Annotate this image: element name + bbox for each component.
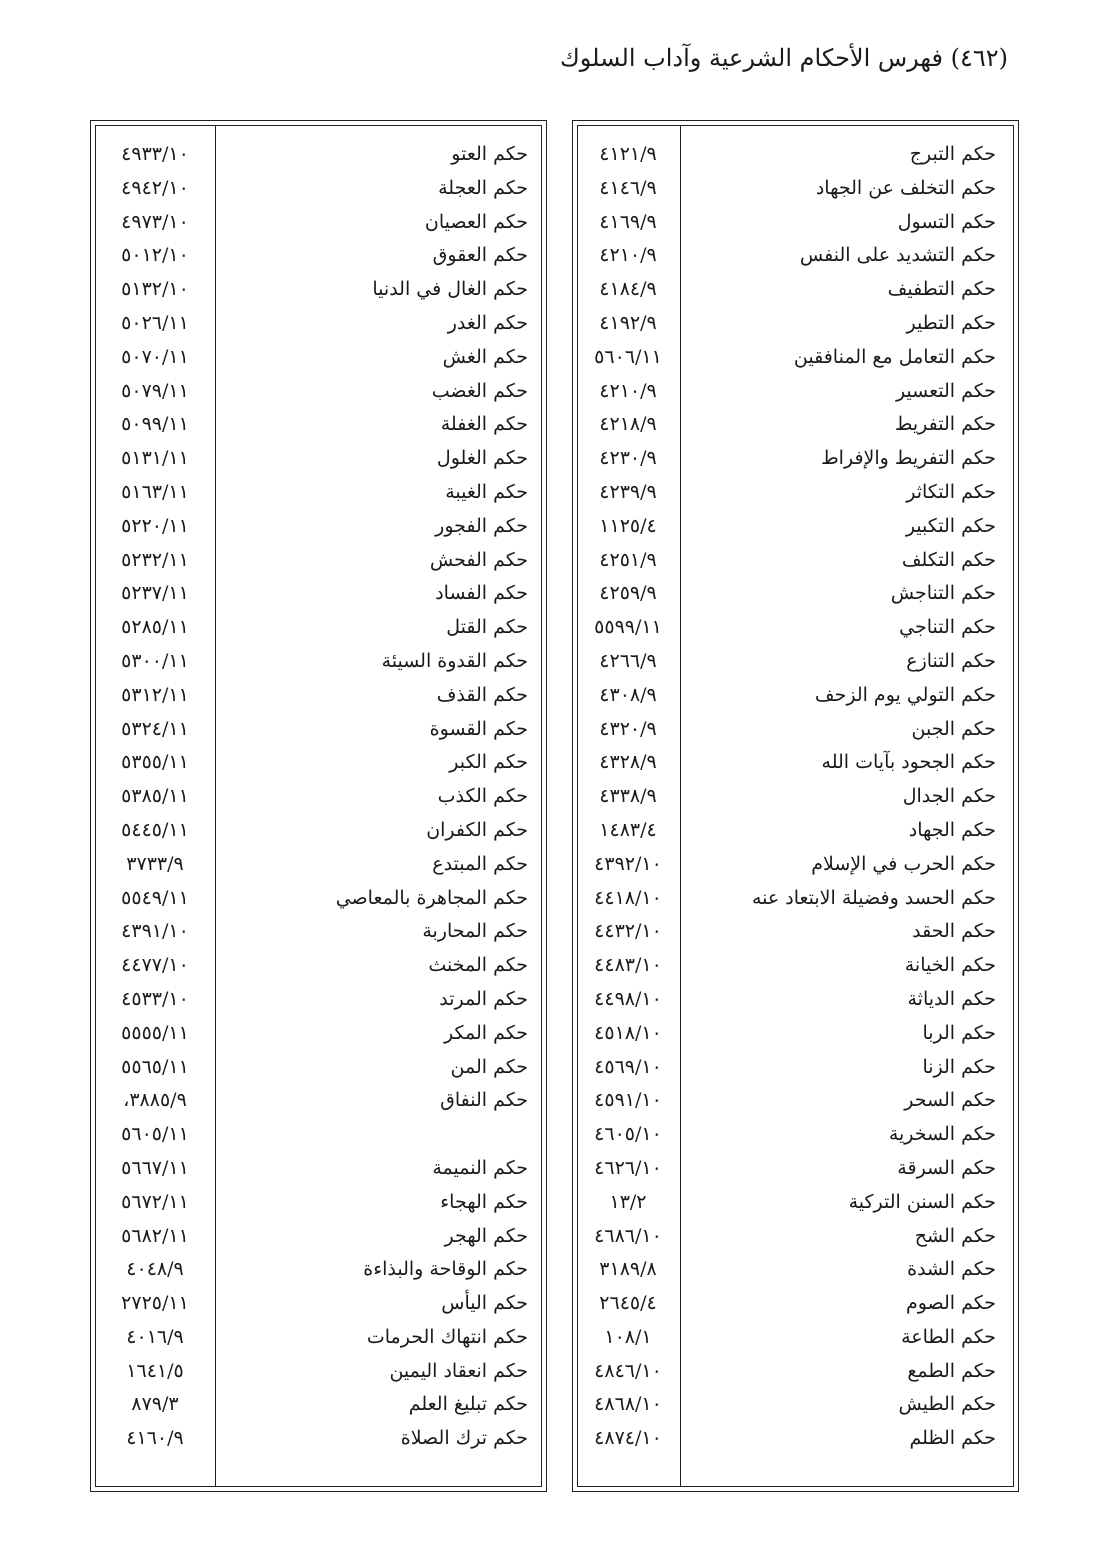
index-entry — [91, 1152, 546, 1186]
index-entry — [91, 1017, 546, 1051]
entry-term: حكم الحسد وفضيلة الابتعاد عنه — [751, 886, 996, 909]
entry-reference: ٥٢٣٢/١١ — [121, 548, 189, 571]
index-entry — [91, 1220, 546, 1254]
entry-reference: ٥١٦٣/١١ — [121, 480, 189, 503]
index-entry — [91, 983, 546, 1017]
entry-reference: ٤١٦٠/٩ — [126, 1427, 184, 1450]
entry-term: حكم التعسير — [895, 379, 996, 402]
entry-reference: ٢٧٢٥/١١ — [121, 1292, 189, 1315]
index-entry — [573, 172, 1018, 206]
entry-term: حكم التفريط — [894, 413, 996, 436]
entry-term: حكم الحقد — [912, 920, 996, 943]
index-entry — [91, 273, 546, 307]
entry-reference: ٤٤٧٧/١٠ — [121, 954, 189, 977]
entry-reference: ١٤٨٣/٤ — [599, 818, 657, 841]
entry-reference: ٤٩٤٢/١٠ — [121, 176, 189, 199]
index-entry — [573, 375, 1018, 409]
index-entry — [573, 1321, 1018, 1355]
entry-reference: ٥٦٠٥/١١ — [121, 1123, 189, 1146]
index-entry — [573, 814, 1018, 848]
entry-reference: ٤٨٦٨/١٠ — [594, 1393, 662, 1416]
entry-reference: ٤٢٣٠/٩ — [599, 447, 657, 470]
entry-reference: ٥٦٨٢/١١ — [121, 1224, 189, 1247]
entry-reference: ٤٦٢٦/١٠ — [594, 1156, 662, 1179]
index-entry — [573, 510, 1018, 544]
index-entry — [91, 1084, 546, 1118]
index-entry — [91, 1186, 546, 1220]
entry-reference: ٤١٩٢/٩ — [599, 311, 657, 334]
entry-term: حكم التبرج — [909, 143, 996, 165]
entry-term: حكم التكبير — [905, 514, 996, 537]
entry-reference: ٤٩٧٣/١٠ — [121, 210, 189, 233]
entry-term: حكم النفاق — [440, 1089, 528, 1112]
entry-term: حكم الغال في الدنيا — [372, 278, 528, 301]
entry-term: حكم التنازع — [906, 649, 996, 672]
index-entry — [573, 1017, 1018, 1051]
index-entry — [573, 307, 1018, 341]
index-entry — [91, 1287, 546, 1321]
entry-reference: ٣٧٣٣/٩ — [126, 852, 184, 875]
entry-reference: ٤٠٤٨/٩ — [126, 1258, 184, 1281]
entry-reference: ٤١٦٩/٩ — [599, 210, 657, 233]
entry-reference: ٥٥٤٩/١١ — [121, 886, 189, 909]
entry-reference: ٤٢١٠/٩ — [599, 244, 657, 267]
entry-reference: ٤٦٨٦/١٠ — [594, 1224, 662, 1247]
entry-reference: ٥٠٧٩/١١ — [121, 379, 189, 402]
entry-reference: ٤٥٩١/١٠ — [594, 1089, 662, 1112]
entry-reference: ٥٢٢٠/١١ — [121, 514, 189, 537]
entry-reference: ٤٨٧٤/١٠ — [594, 1427, 662, 1450]
entry-term: حكم الهجر — [444, 1224, 528, 1247]
entry-term: حكم الغفلة — [440, 413, 528, 436]
index-list-left — [91, 138, 546, 1456]
entry-term: حكم التسول — [897, 210, 996, 233]
entry-reference: ٤٣٢٠/٩ — [599, 717, 657, 740]
entry-term: حكم القتل — [446, 616, 528, 639]
index-entry — [573, 544, 1018, 578]
entry-term: حكم السنن التركية — [848, 1190, 996, 1213]
index-entry — [91, 1051, 546, 1085]
entry-term: حكم المرتد — [439, 987, 528, 1010]
entry-term: حكم السرقة — [897, 1156, 996, 1179]
index-entry — [573, 1084, 1018, 1118]
index-entry — [91, 544, 546, 578]
entry-term: حكم الغيبة — [445, 480, 528, 503]
index-entry — [573, 341, 1018, 375]
index-column-left — [90, 120, 547, 1492]
entry-reference: ٥٠٩٩/١١ — [121, 413, 189, 436]
page-header: (٤٦٢) فهرس الأحكام الشرعية وآداب السلوك — [559, 44, 1008, 72]
entry-reference: ٤٣٩٢/١٠ — [594, 852, 662, 875]
entry-term: حكم تبليغ العلم — [408, 1393, 528, 1416]
entry-term: حكم القسوة — [429, 717, 528, 740]
index-entry — [573, 577, 1018, 611]
entry-term: حكم ترك الصلاة — [400, 1427, 528, 1450]
entry-reference: ٤٥١٨/١٠ — [594, 1021, 662, 1044]
entry-term: حكم الغضب — [431, 379, 528, 402]
index-entry — [91, 1321, 546, 1355]
entry-reference: ٤٥٦٩/١٠ — [594, 1055, 662, 1078]
index-entry — [573, 1220, 1018, 1254]
entry-reference: ٥٣٢٤/١١ — [121, 717, 189, 740]
index-entry — [91, 138, 546, 172]
entry-term: حكم العصيان — [424, 210, 528, 233]
entry-term: حكم التناجش — [890, 582, 996, 605]
entry-term: حكم الفحش — [429, 548, 528, 571]
entry-term: حكم القذف — [436, 683, 528, 706]
entry-reference: ٥٦٦٧/١١ — [121, 1156, 189, 1179]
entry-reference: ٤١٤٦/٩ — [599, 176, 657, 199]
entry-term: حكم التطفيف — [887, 278, 996, 301]
index-entry — [573, 645, 1018, 679]
entry-term: حكم الجهاد — [908, 818, 996, 841]
entry-term: حكم التكاثر — [906, 480, 996, 503]
index-entry — [573, 882, 1018, 916]
entry-reference: ٤٢٣٩/٩ — [599, 480, 657, 503]
entry-reference: ١٣/٢ — [609, 1190, 647, 1213]
entry-term: حكم السحر — [904, 1089, 996, 1112]
entry-term: حكم الجحود بآيات الله — [821, 751, 996, 774]
index-entry — [91, 341, 546, 375]
entry-reference: ٤٣٢٨/٩ — [599, 751, 657, 774]
entry-term: حكم الطيش — [898, 1393, 996, 1416]
entry-reference: ٤٢٦٦/٩ — [599, 649, 657, 672]
entry-reference: ٥٢٣٧/١١ — [121, 582, 189, 605]
entry-reference: ٤٢١٠/٩ — [599, 379, 657, 402]
entry-reference: ٤١٨٤/٩ — [599, 278, 657, 301]
entry-reference: ٥٦٠٦/١١ — [594, 345, 662, 368]
entry-term: حكم الهجاء — [440, 1190, 528, 1213]
index-entry — [91, 1253, 546, 1287]
index-entry — [573, 983, 1018, 1017]
entry-reference: ٤٤٩٨/١٠ — [594, 987, 662, 1010]
entry-term: حكم الظلم — [909, 1427, 996, 1450]
index-entry — [573, 1051, 1018, 1085]
entry-term: حكم العجلة — [438, 176, 528, 199]
index-entry — [573, 949, 1018, 983]
entry-reference: ٤٣٣٨/٩ — [599, 785, 657, 808]
index-entry — [91, 206, 546, 240]
entry-reference: ٥١٣١/١١ — [121, 447, 189, 470]
entry-reference: ٣٨٨٥/٩، — [123, 1089, 187, 1112]
index-entry — [91, 780, 546, 814]
index-entry — [91, 510, 546, 544]
entry-reference: ٥٣٨٥/١١ — [121, 785, 189, 808]
entry-reference: ٤٨٤٦/١٠ — [594, 1359, 662, 1382]
entry-term: حكم الكذب — [437, 785, 528, 808]
entry-term: حكم المجاهرة بالمعاصي — [335, 886, 528, 909]
entry-reference: ٤٣٩١/١٠ — [121, 920, 189, 943]
entry-term: حكم الطاعة — [901, 1325, 996, 1348]
entry-term: حكم الكبر — [449, 751, 528, 774]
entry-term: حكم الفجور — [435, 514, 528, 537]
entry-term: حكم اليأس — [441, 1292, 528, 1315]
index-entry — [91, 679, 546, 713]
entry-term: حكم التعامل مع المنافقين — [793, 345, 996, 368]
entry-reference: ٤٢٥٩/٩ — [599, 582, 657, 605]
entry-term: حكم التولي يوم الزحف — [814, 683, 996, 706]
entry-term: حكم الطمع — [907, 1359, 996, 1382]
entry-reference: ٥٣٠٠/١١ — [121, 649, 189, 672]
entry-reference: ٤١٢١/٩ — [599, 143, 657, 165]
index-entry — [573, 273, 1018, 307]
entry-term: حكم الغدر — [447, 311, 528, 334]
entry-reference: ٤٤١٨/١٠ — [594, 886, 662, 909]
index-entry — [91, 713, 546, 747]
entry-term: حكم الحرب في الإسلام — [811, 852, 996, 875]
entry-reference: ٤٢١٨/٩ — [599, 413, 657, 436]
index-entry — [91, 307, 546, 341]
entry-term: حكم الوقاحة والبذاءة — [363, 1258, 528, 1281]
entry-reference: ٤٣٠٨/٩ — [599, 683, 657, 706]
index-entry — [91, 1422, 546, 1456]
index-entry — [91, 239, 546, 273]
entry-reference: ٣١٨٩/٨ — [599, 1258, 657, 1281]
index-entry — [91, 408, 546, 442]
entry-term: حكم الزنا — [922, 1055, 996, 1078]
entry-term: حكم الشدة — [907, 1258, 996, 1281]
entry-reference: ٤٩٣٣/١٠ — [121, 143, 189, 165]
entry-term: حكم المكر — [444, 1021, 528, 1044]
index-entry — [91, 611, 546, 645]
entry-term: حكم السخرية — [888, 1123, 996, 1146]
entry-reference: ٥٠٢٦/١١ — [121, 311, 189, 334]
index-entry — [573, 1152, 1018, 1186]
entry-reference: ٤٤٨٣/١٠ — [594, 954, 662, 977]
index-entry — [573, 1355, 1018, 1389]
index-list-right — [573, 138, 1018, 1456]
entry-reference: ٥٥٩٩/١١ — [594, 616, 662, 639]
entry-term: حكم انتهاك الحرمات — [366, 1325, 528, 1348]
entry-term: حكم المبتدع — [432, 852, 528, 875]
index-entry — [573, 915, 1018, 949]
entry-reference: ٥٥٦٥/١١ — [121, 1055, 189, 1078]
entry-reference: ٤٦٠٥/١٠ — [594, 1123, 662, 1146]
entry-term: حكم المخنث — [428, 954, 528, 977]
index-entry — [573, 138, 1018, 172]
entry-term: حكم التخلف عن الجهاد — [815, 176, 996, 199]
entry-reference: ٤٤٣٢/١٠ — [594, 920, 662, 943]
entry-term: حكم العتو — [451, 143, 528, 165]
index-entry — [91, 882, 546, 916]
entry-term: حكم الغش — [442, 345, 528, 368]
index-entry — [573, 1422, 1018, 1456]
index-entry — [573, 1186, 1018, 1220]
entry-reference: ١٦٤١/٥ — [126, 1359, 184, 1382]
entry-reference: ٥٠١٢/١٠ — [121, 244, 189, 267]
entry-term: حكم الصوم — [905, 1292, 996, 1315]
index-entry — [573, 408, 1018, 442]
entry-reference: ٥٠٧٠/١١ — [121, 345, 189, 368]
index-entry — [91, 949, 546, 983]
entry-term: حكم المن — [450, 1055, 528, 1078]
index-entry — [91, 645, 546, 679]
entry-reference: ٥٥٥٥/١١ — [121, 1021, 189, 1044]
index-entry — [91, 1355, 546, 1389]
index-entry — [573, 1388, 1018, 1422]
entry-term: حكم التطير — [906, 311, 996, 334]
entry-reference: ٤٥٣٣/١٠ — [121, 987, 189, 1010]
index-entry — [573, 1287, 1018, 1321]
entry-term: حكم الدياثة — [907, 987, 996, 1010]
index-entry — [573, 848, 1018, 882]
index-entry — [573, 476, 1018, 510]
entry-reference: ١١٢٥/٤ — [599, 514, 657, 537]
index-entry — [91, 375, 546, 409]
index-entry — [573, 679, 1018, 713]
index-entry — [91, 442, 546, 476]
entry-term: حكم الغلول — [436, 447, 528, 470]
index-entry — [91, 746, 546, 780]
entry-reference: ٥٣٥٥/١١ — [121, 751, 189, 774]
index-entry — [91, 848, 546, 882]
index-entry — [91, 1118, 546, 1152]
index-entry — [573, 746, 1018, 780]
entry-reference: ٢٦٤٥/٤ — [599, 1292, 657, 1315]
entry-term: حكم التفريط والإفراط — [821, 447, 996, 470]
index-entry — [573, 1118, 1018, 1152]
index-entry — [573, 442, 1018, 476]
entry-term: حكم العقوق — [432, 244, 528, 267]
index-entry — [573, 713, 1018, 747]
index-entry — [573, 611, 1018, 645]
entry-reference: ٤٠١٦/٩ — [126, 1325, 184, 1348]
entry-reference: ٥٤٤٥/١١ — [121, 818, 189, 841]
entry-term: حكم الفساد — [435, 582, 528, 605]
entry-term: حكم الشح — [914, 1224, 996, 1247]
index-entry — [573, 239, 1018, 273]
entry-reference: ٥١٣٢/١٠ — [121, 278, 189, 301]
entry-term: حكم المحاربة — [422, 920, 528, 943]
index-column-right — [572, 120, 1019, 1492]
index-entry — [91, 1388, 546, 1422]
entry-term: حكم الربا — [922, 1021, 996, 1044]
entry-reference: ٥٢٨٥/١١ — [121, 616, 189, 639]
index-entry — [91, 476, 546, 510]
index-entry — [91, 915, 546, 949]
entry-term: حكم التكلف — [901, 548, 996, 571]
entry-term: حكم النميمة — [432, 1156, 528, 1179]
entry-term: حكم التشديد على النفس — [799, 244, 996, 267]
entry-term: حكم التناجي — [899, 616, 996, 639]
entry-reference: ٤٢٥١/٩ — [599, 548, 657, 571]
index-entry — [573, 206, 1018, 240]
entry-reference: ١٠٨/١ — [604, 1325, 652, 1348]
entry-term: حكم القدوة السيئة — [381, 649, 528, 672]
entry-reference: ٥٣١٢/١١ — [121, 683, 189, 706]
entry-term: حكم الجدال — [902, 785, 996, 808]
entry-reference: ٨٧٩/٣ — [131, 1393, 179, 1416]
index-entry — [573, 780, 1018, 814]
entry-term: حكم الخيانة — [904, 954, 996, 977]
index-entry — [91, 814, 546, 848]
entry-term: حكم الكفران — [426, 818, 528, 841]
index-entry — [91, 172, 546, 206]
entry-term: حكم انعقاد اليمين — [389, 1359, 528, 1382]
index-entry — [91, 577, 546, 611]
index-entry — [573, 1253, 1018, 1287]
entry-term: حكم الجبن — [911, 717, 996, 740]
entry-reference: ٥٦٧٢/١١ — [121, 1190, 189, 1213]
